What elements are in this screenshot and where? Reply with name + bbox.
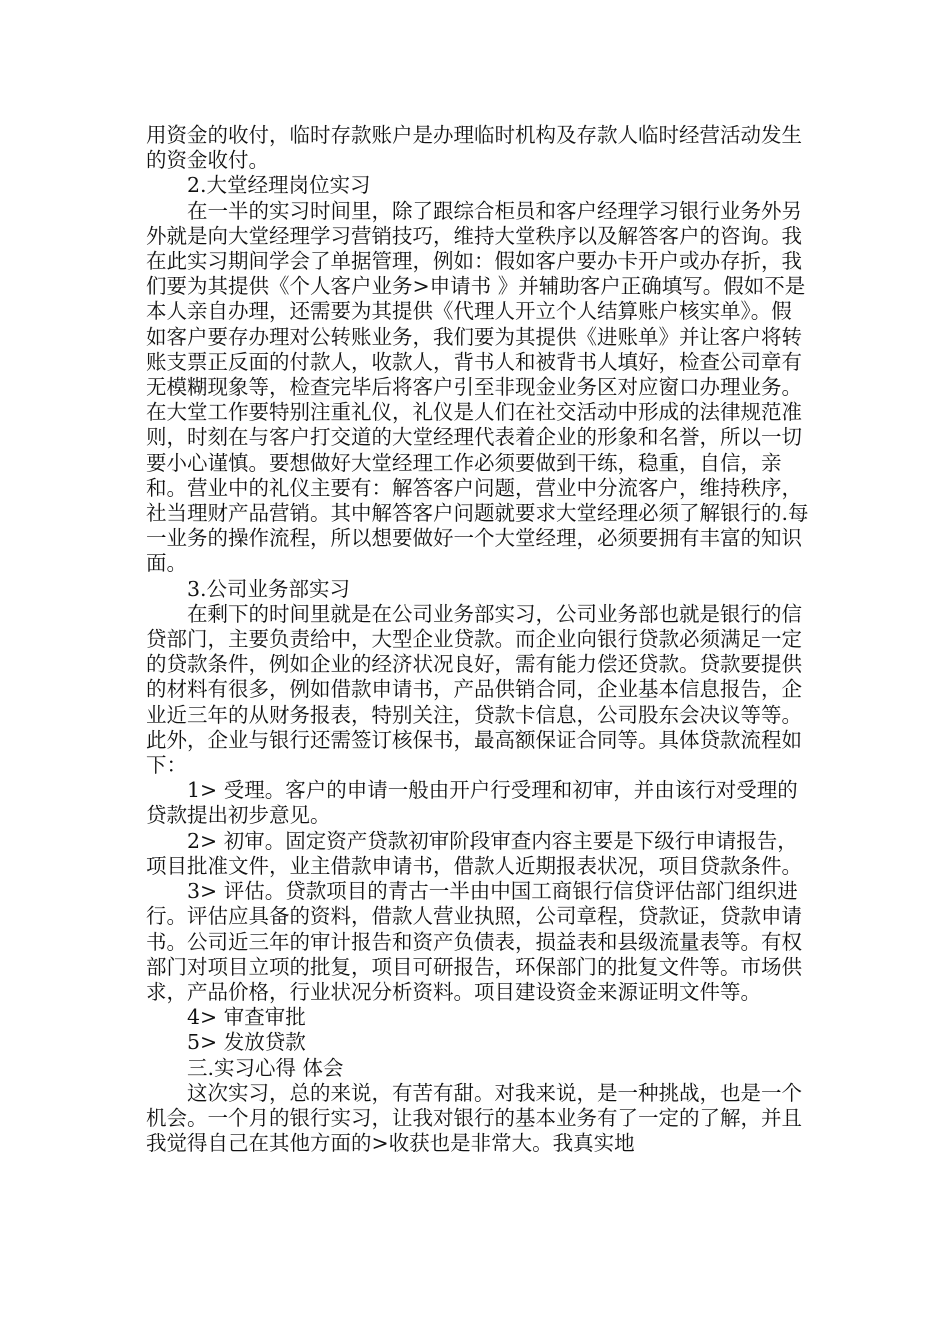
list-item-evaluation: 3> 评估。贷款项目的青古一半由中国工商银行信贷评估部门组织进行。评估应具备的资料，借款人营业执照，公司章程，贷款证，贷款申请书。公司近三年的审计报告和资产负债表，损益表和县级流量表等。有权部门对项目立项的批复，项目可研报告，环保部门的批复文件等。市场供求，产品价格，行业状况分析资料。项目建设资金来源证明文件等。 [146, 879, 802, 1004]
section-heading-lobby-manager: 2.大堂经理岗位实习 [187, 173, 371, 198]
paragraph-corporate-business: 在剩下的时间里就是在公司业务部实习，公司业务部也就是银行的信贷部门，主要负责给中，大型企业贷款。而企业向银行贷款必须满足一定的贷款条件，例如企业的经济状况良好，需有能力偿还贷款。贷款要提供的材料有很多，例如借款申请书，产品供销合同，企业基本信息报告，企业近三年的从财务报表，特别关注，贷款卡信息，公司股东会决议等等。此外，企业与银行还需签订核保书，最高额保证合同等。具体贷款流程如下： [146, 601, 802, 778]
paragraph-lobby-manager: 在一半的实习时间里，除了跟综合柜员和客户经理学习银行业务外另外就是向大堂经理学习营销技巧，维持大堂秩序以及解答客户的咨询。我在此实习期间学会了单据管理，例如：假如客户要办卡开户或办存折，我们要为其提供《个人客户业务>申请书 》并辅助客户正确填写。假如不是本人亲自办理，还需要为其提供《代理人开立个人结算账户核实单》。假如客户要存办理对公转账业务，我们要为其提供《进账单》并让客户将转账支票正反面的付款人，收款人，背书人和被背书人填好，检查公司章有无模糊现象等，检查完毕后将客户引至非现金业务区对应窗口办理业务。在大堂工作要特别注重礼仪，礼仪是人们在社交活动中形成的法律规范准则，时刻在与客户打交道的大堂经理代表着企业的形象和名誉，所以一切要小心谨慎。要想做好大堂经理工作必须要做到干练，稳重，自信，亲和。营业中的礼仪主要有：解答客户问题，营业中分流客户，维持秩序，社当理财产品营销。其中解答客户问题就要求大堂经理必须了解银行的.每一业务的操作流程，所以想要做好一个大堂经理，必须要拥有丰富的知识面。 [146, 198, 809, 576]
section-heading-corporate-business: 3.公司业务部实习 [187, 576, 351, 601]
document-body [146, 123, 810, 1156]
paragraph-continuation: 用资金的收付，临时存款账户是办理临时机构及存款人临时经营活动发生的资金收付。 [146, 123, 802, 173]
list-item-loan-disbursement: 5> 发放贷款 [187, 1030, 306, 1055]
list-item-initial-review: 2> 初审。固定资产贷款初审阶段审查内容主要是下级行申请报告，项目批准文件，业主借款申请书，借款人近期报表状况，项目贷款条件。 [146, 828, 802, 878]
list-item-review-approval: 4> 审查审批 [187, 1005, 306, 1030]
list-item-acceptance: 1> 受理。客户的申请一般由开户行受理和初审，并由该行对受理的贷款提出初步意见。 [146, 778, 798, 828]
paragraph-reflections: 这次实习，总的来说，有苦有甜。对我来说，是一种挑战，也是一个机会。一个月的银行实习，让我对银行的基本业务有了一定的了解，并且我觉得自己在其他方面的>收获也是非常大。我真实地 [146, 1080, 802, 1156]
section-heading-reflections: 三.实习心得 体会 [187, 1055, 344, 1080]
